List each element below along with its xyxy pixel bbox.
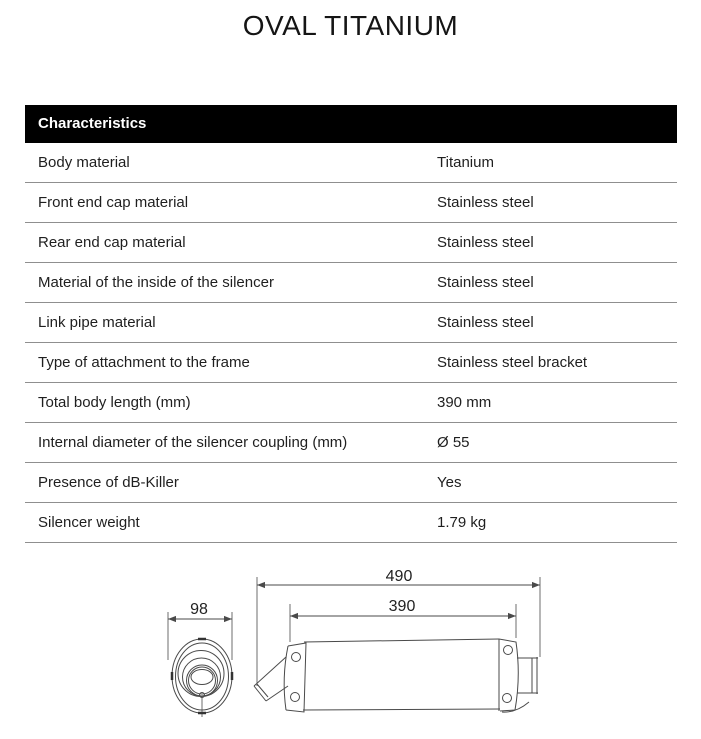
row-value: Stainless steel	[437, 194, 534, 211]
table-row	[25, 303, 677, 343]
rivet	[504, 646, 513, 655]
body-top-edge	[304, 639, 499, 642]
front-end-cap	[284, 643, 306, 712]
row-label: Material of the inside of the silencer	[38, 274, 274, 291]
body-length-label: 390	[388, 598, 416, 615]
row-value: Stainless steel	[437, 314, 534, 331]
table-header: Characteristics	[25, 105, 677, 143]
row-label: Link pipe material	[38, 314, 156, 331]
row-value: Ø 55	[437, 434, 470, 451]
table-row	[25, 423, 677, 463]
row-value: Yes	[437, 474, 462, 491]
inlet-link-pipe	[254, 657, 288, 701]
row-label: Type of attachment to the frame	[38, 354, 250, 371]
row-label: Rear end cap material	[38, 234, 186, 251]
overall-length-dimension	[257, 568, 540, 686]
rear-end-cap	[499, 639, 518, 711]
row-label: Body material	[38, 154, 130, 171]
row-value: 390 mm	[437, 394, 492, 411]
table-row	[25, 223, 677, 263]
table-row	[25, 183, 677, 223]
table-row	[25, 463, 677, 503]
rivet	[503, 694, 512, 703]
characteristics-table	[25, 105, 677, 543]
row-value: Stainless steel	[437, 234, 534, 251]
table-row	[25, 503, 677, 543]
body-length-dimension	[290, 598, 516, 642]
row-label: Silencer weight	[38, 514, 140, 531]
coupling-opening	[191, 670, 213, 685]
row-value: 1.79 kg	[437, 514, 487, 531]
page-title: OVAL TITANIUM	[242, 10, 459, 41]
table-row	[25, 263, 677, 303]
technical-drawing	[0, 545, 701, 739]
row-label: Front end cap material	[38, 194, 189, 211]
table-row	[25, 343, 677, 383]
row-label: Total body length (mm)	[38, 394, 191, 411]
row-label: Presence of dB-Killer	[38, 474, 179, 491]
row-value: Stainless steel bracket	[437, 354, 588, 371]
rivet	[291, 693, 300, 702]
silencer-diagram	[0, 545, 701, 739]
cap-ring-outer	[178, 651, 224, 697]
outlet-sleeve	[517, 657, 538, 694]
front-width-label: 98	[190, 601, 208, 618]
rivet	[292, 653, 301, 662]
table-row	[25, 143, 677, 183]
row-label: Internal diameter of the silencer coupling (mm)	[38, 434, 348, 451]
front-view	[168, 601, 232, 717]
front-width-dimension	[168, 601, 232, 660]
characteristics-table-body	[25, 143, 677, 543]
row-value: Stainless steel	[437, 274, 534, 291]
body-bottom-edge	[303, 709, 500, 710]
overall-length-label: 490	[385, 568, 413, 585]
row-value: Titanium	[437, 154, 494, 171]
table-row	[25, 383, 677, 423]
side-view	[254, 568, 540, 712]
